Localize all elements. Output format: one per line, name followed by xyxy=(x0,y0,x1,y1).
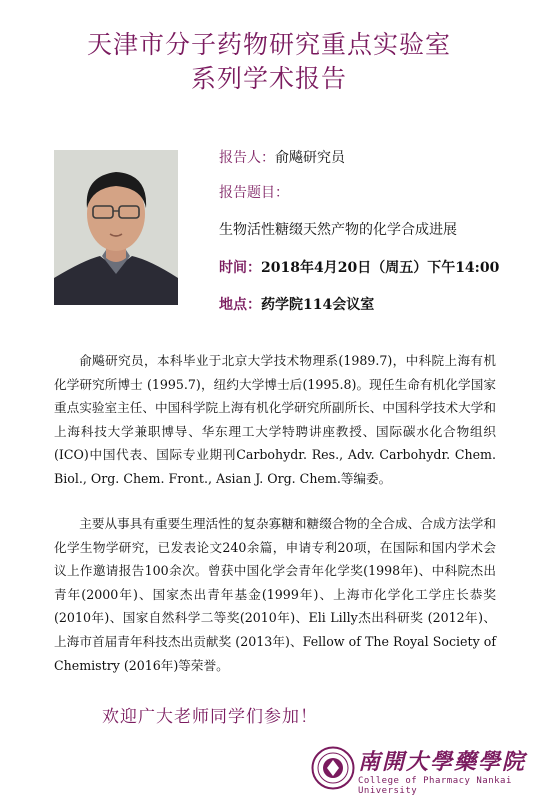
speaker-row xyxy=(219,148,345,168)
college-logo xyxy=(311,740,535,796)
logo-english-name: College of Pharmacy Nankai University xyxy=(358,776,512,796)
topic-label: 报告题目： xyxy=(219,185,289,201)
time-label: 时间： xyxy=(219,260,261,276)
topic-row xyxy=(219,183,289,203)
college-seal-icon xyxy=(311,746,355,790)
welcome-text: 欢迎广大老师同学们参加！ xyxy=(102,707,318,727)
topic-value: 生物活性糖缀天然产物的化学合成进展 xyxy=(219,222,457,238)
topic-value-row xyxy=(219,220,457,240)
place-row xyxy=(219,295,374,315)
time-value: 2018年4月20日（周五）下午14:00 xyxy=(261,260,500,276)
speaker-photo xyxy=(54,150,178,305)
speaker-value: 俞飚研究员 xyxy=(275,150,345,166)
speaker-label: 报告人： xyxy=(219,150,275,166)
time-row xyxy=(219,258,499,278)
bio-paragraph-1: 俞飚研究员，本科毕业于北京大学技术物理系(1989.7)，中科院上海有机化学研究所博士 (1995.7)，纽约大学博士后(1995.8)。现任生命有机化学国家重点实验室主任、中国科学院上海有机化学研究所副所长、中国科学技术大学和上海科技大学兼职博导、华东理工大学特聘讲座教授、国际碳水化合物组织(ICO)中国代表、国际专业期刊Carbohydr. Res., Adv. Carbohydr. Chem. Biol., Org. Chem. Front., Asian J. Org. Chem.等编委。 xyxy=(54,353,496,486)
speaker-portrait-icon xyxy=(54,150,178,305)
logo-chinese-name: 南開大學藥學院 xyxy=(358,749,527,775)
poster-title-line1: 天津市分子药物研究重点实验室 xyxy=(86,30,451,59)
place-label: 地点： xyxy=(219,297,261,313)
bio-paragraph-2: 主要从事具有重要生理活性的复杂寡糖和糖缀合物的全合成、合成方法学和化学生物学研究，已发表论文240余篇，申请专利20项，在国际和国内学术会议上作邀请报告100余次。曾获中国化学会青年化学奖(1998年)、中科院杰出青年(2000年)、国家杰出青年基金(1999年)、上海市化学化工学庄长恭奖(2010年)、国家自然科学二等奖(2010年)、Eli Lilly杰出科研奖 (2012年)、上海市首届青年科技杰出贡献奖 (2013年)、Fellow of The Royal Society of Chemistry (2016年)等荣誉。 xyxy=(54,516,496,673)
poster-title-line2: 系列学术报告 xyxy=(190,64,347,93)
place-value: 药学院114会议室 xyxy=(261,297,375,313)
